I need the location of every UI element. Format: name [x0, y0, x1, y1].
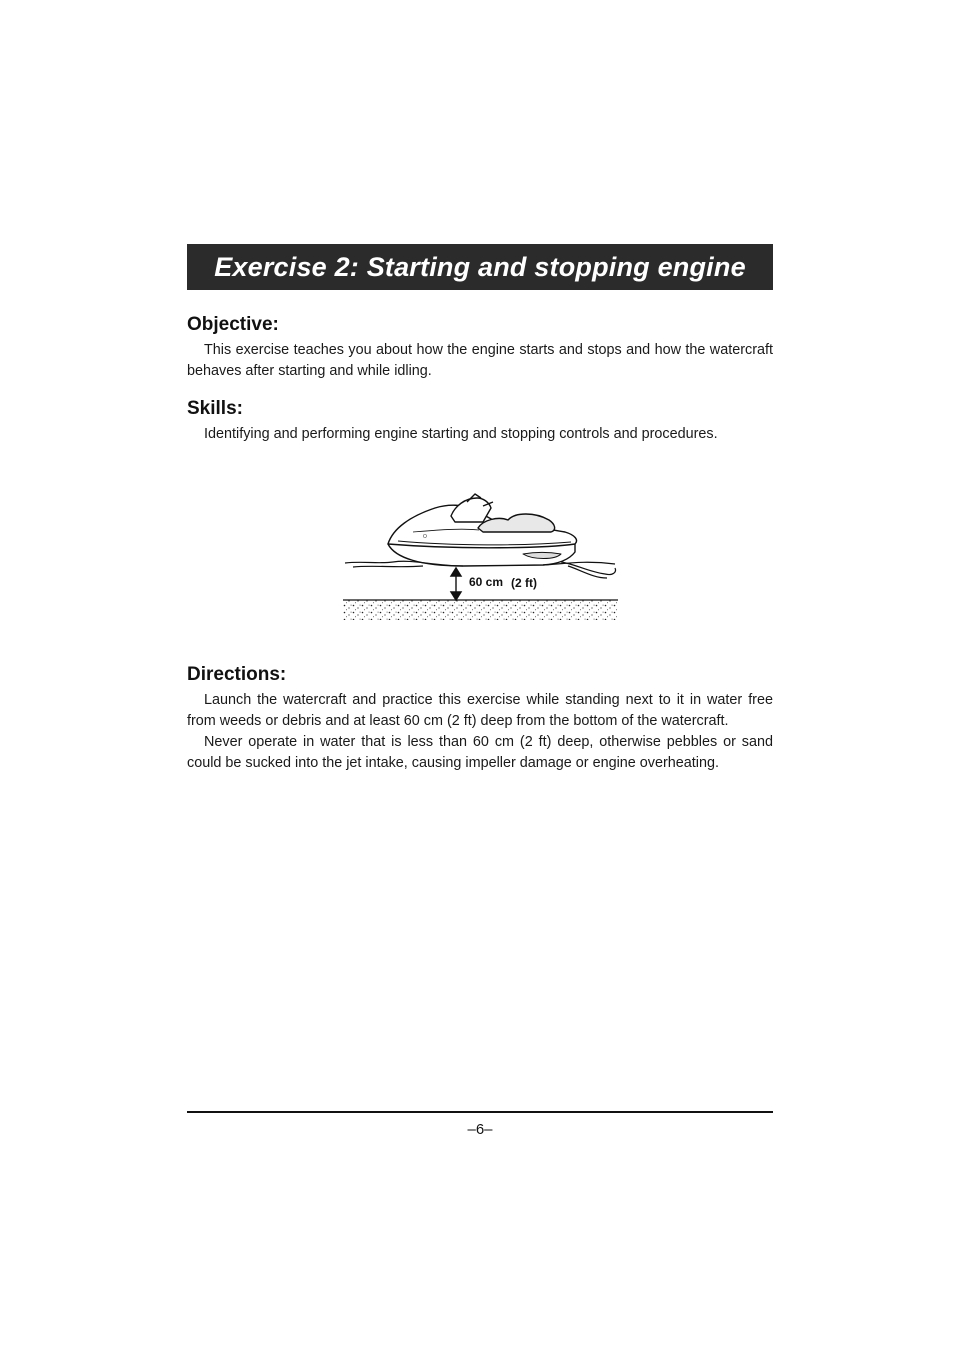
directions-heading: Directions: [187, 664, 287, 685]
seabed [343, 600, 618, 620]
page-title: Exercise 2: Starting and stopping engine [214, 251, 746, 282]
directions-paragraph: Launch the watercraft and practice this exercise while standing next to it in water free from weeds or debris and at least 60 cm (2 ft) deep from the bottom of the watercraft. [187, 692, 773, 729]
skills-heading: Skills: [187, 398, 243, 419]
directions-section [187, 664, 773, 774]
title-banner [187, 244, 773, 290]
objective-heading: Objective: [187, 314, 279, 335]
watercraft-icon [388, 494, 577, 566]
objective-section [187, 314, 773, 382]
directions-paragraph: Never operate in water that is less than 60 cm (2 ft) deep, otherwise pebbles or sand could be sucked into the jet intake, causing impeller damage or engine overheating. [187, 734, 773, 771]
depth-metric-label: 60 cm [469, 575, 504, 589]
skills-section [187, 398, 773, 445]
skills-text: Identifying and performing engine starting and stopping controls and procedures. [204, 426, 718, 442]
watercraft-depth-illustration [343, 492, 618, 622]
footer-divider [187, 1111, 773, 1113]
depth-imperial-label: (2 ft) [511, 576, 537, 590]
depth-arrow-icon [451, 568, 461, 600]
objective-text: This exercise teaches you about how the engine starts and stops and how the watercraft behaves after starting and while idling. [187, 342, 773, 379]
watercraft-illustration-svg [343, 492, 618, 622]
page-number: –6– [467, 1121, 493, 1138]
svg-text:O: O [423, 534, 427, 540]
